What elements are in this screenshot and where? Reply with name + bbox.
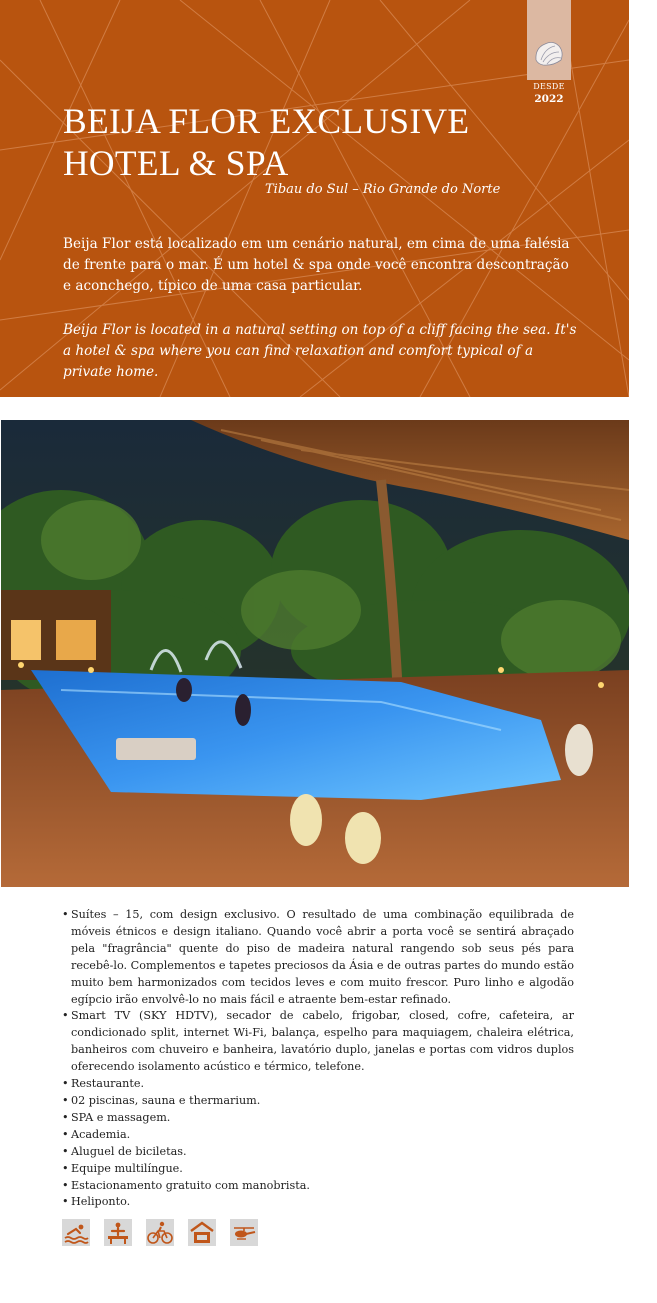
header-banner (0, 0, 629, 397)
amenity-icons (62, 1219, 258, 1247)
intro-english: Beija Flor is located in a natural setting on top of a cliff facing the sea. It's a hotel & spa where you can find relaxation and comfort typical of a private home. (63, 322, 577, 380)
since-year: 2022 (534, 93, 564, 105)
hotel-title (63, 100, 533, 184)
hotel-location: Tibau do Sul – Rio Grande do Norte (265, 182, 501, 197)
feature-item: • Restaurante. (62, 1076, 574, 1093)
hotel-pool-photo (1, 420, 629, 887)
helicopter-icon (230, 1219, 258, 1246)
parking-icon (188, 1219, 216, 1246)
pool-night-scene (1, 420, 629, 887)
since-badge (527, 0, 571, 80)
feature-item: • Suítes – 15, com design exclusivo. O resultado de uma combinação equilibrada de móveis étnicos e design italiano. Quando você abrir a porta você se sentirá abraçado pela "fragrância" quente do piso de madeira natural rangendo sob seus pés para recebê-lo. Complementos e tapetes preciosos da Ásia e de outras partes do mundo estão muito bem harmonizados com tecidos leves e com muito frescor. Puro linho e algodão egípcio irão envolvê-lo no mais fácil e atraente bem-estar refinado. (62, 907, 574, 1008)
feature-item: • Equipe multilíngue. (62, 1161, 574, 1178)
feature-item: • Heliponto. (62, 1194, 574, 1211)
hotel-title-line1: BEIJA FLOR EXCLUSIVE (63, 101, 470, 141)
since-label: DESDE (533, 82, 565, 91)
intro-portuguese: Beija Flor está localizado em um cenário natural, em cima de uma falésia de frente para o mar. É um hotel & spa onde você encontra descontração e aconchego, típico de uma casa particular. (63, 236, 570, 294)
feature-item: • Estacionamento gratuito com manobrista. (62, 1178, 574, 1195)
feature-item: • 02 piscinas, sauna e thermarium. (62, 1093, 574, 1110)
features-list (62, 907, 574, 1211)
feature-item: • SPA e massagem. (62, 1110, 574, 1127)
spa-icon (104, 1219, 132, 1246)
hotel-title-line2: HOTEL & SPA (63, 143, 289, 183)
swimming-icon (62, 1219, 90, 1246)
feature-item: • Smart TV (SKY HDTV), secador de cabelo, frigobar, closed, cofre, cafeteira, ar condicionado split, internet Wi-Fi, balança, espelho para maquiagem, chaleira elétrica, banheiros com chuveiro e banheira, lavatório duplo, janelas e portas com vidros duplos oferecendo isolamento acústico e térmico, telefone. (62, 1008, 574, 1076)
feature-item: • Academia. (62, 1127, 574, 1144)
shell-icon (533, 38, 565, 68)
bicycle-icon (146, 1219, 174, 1246)
feature-item: • Aluguel de biciletas. (62, 1144, 574, 1161)
